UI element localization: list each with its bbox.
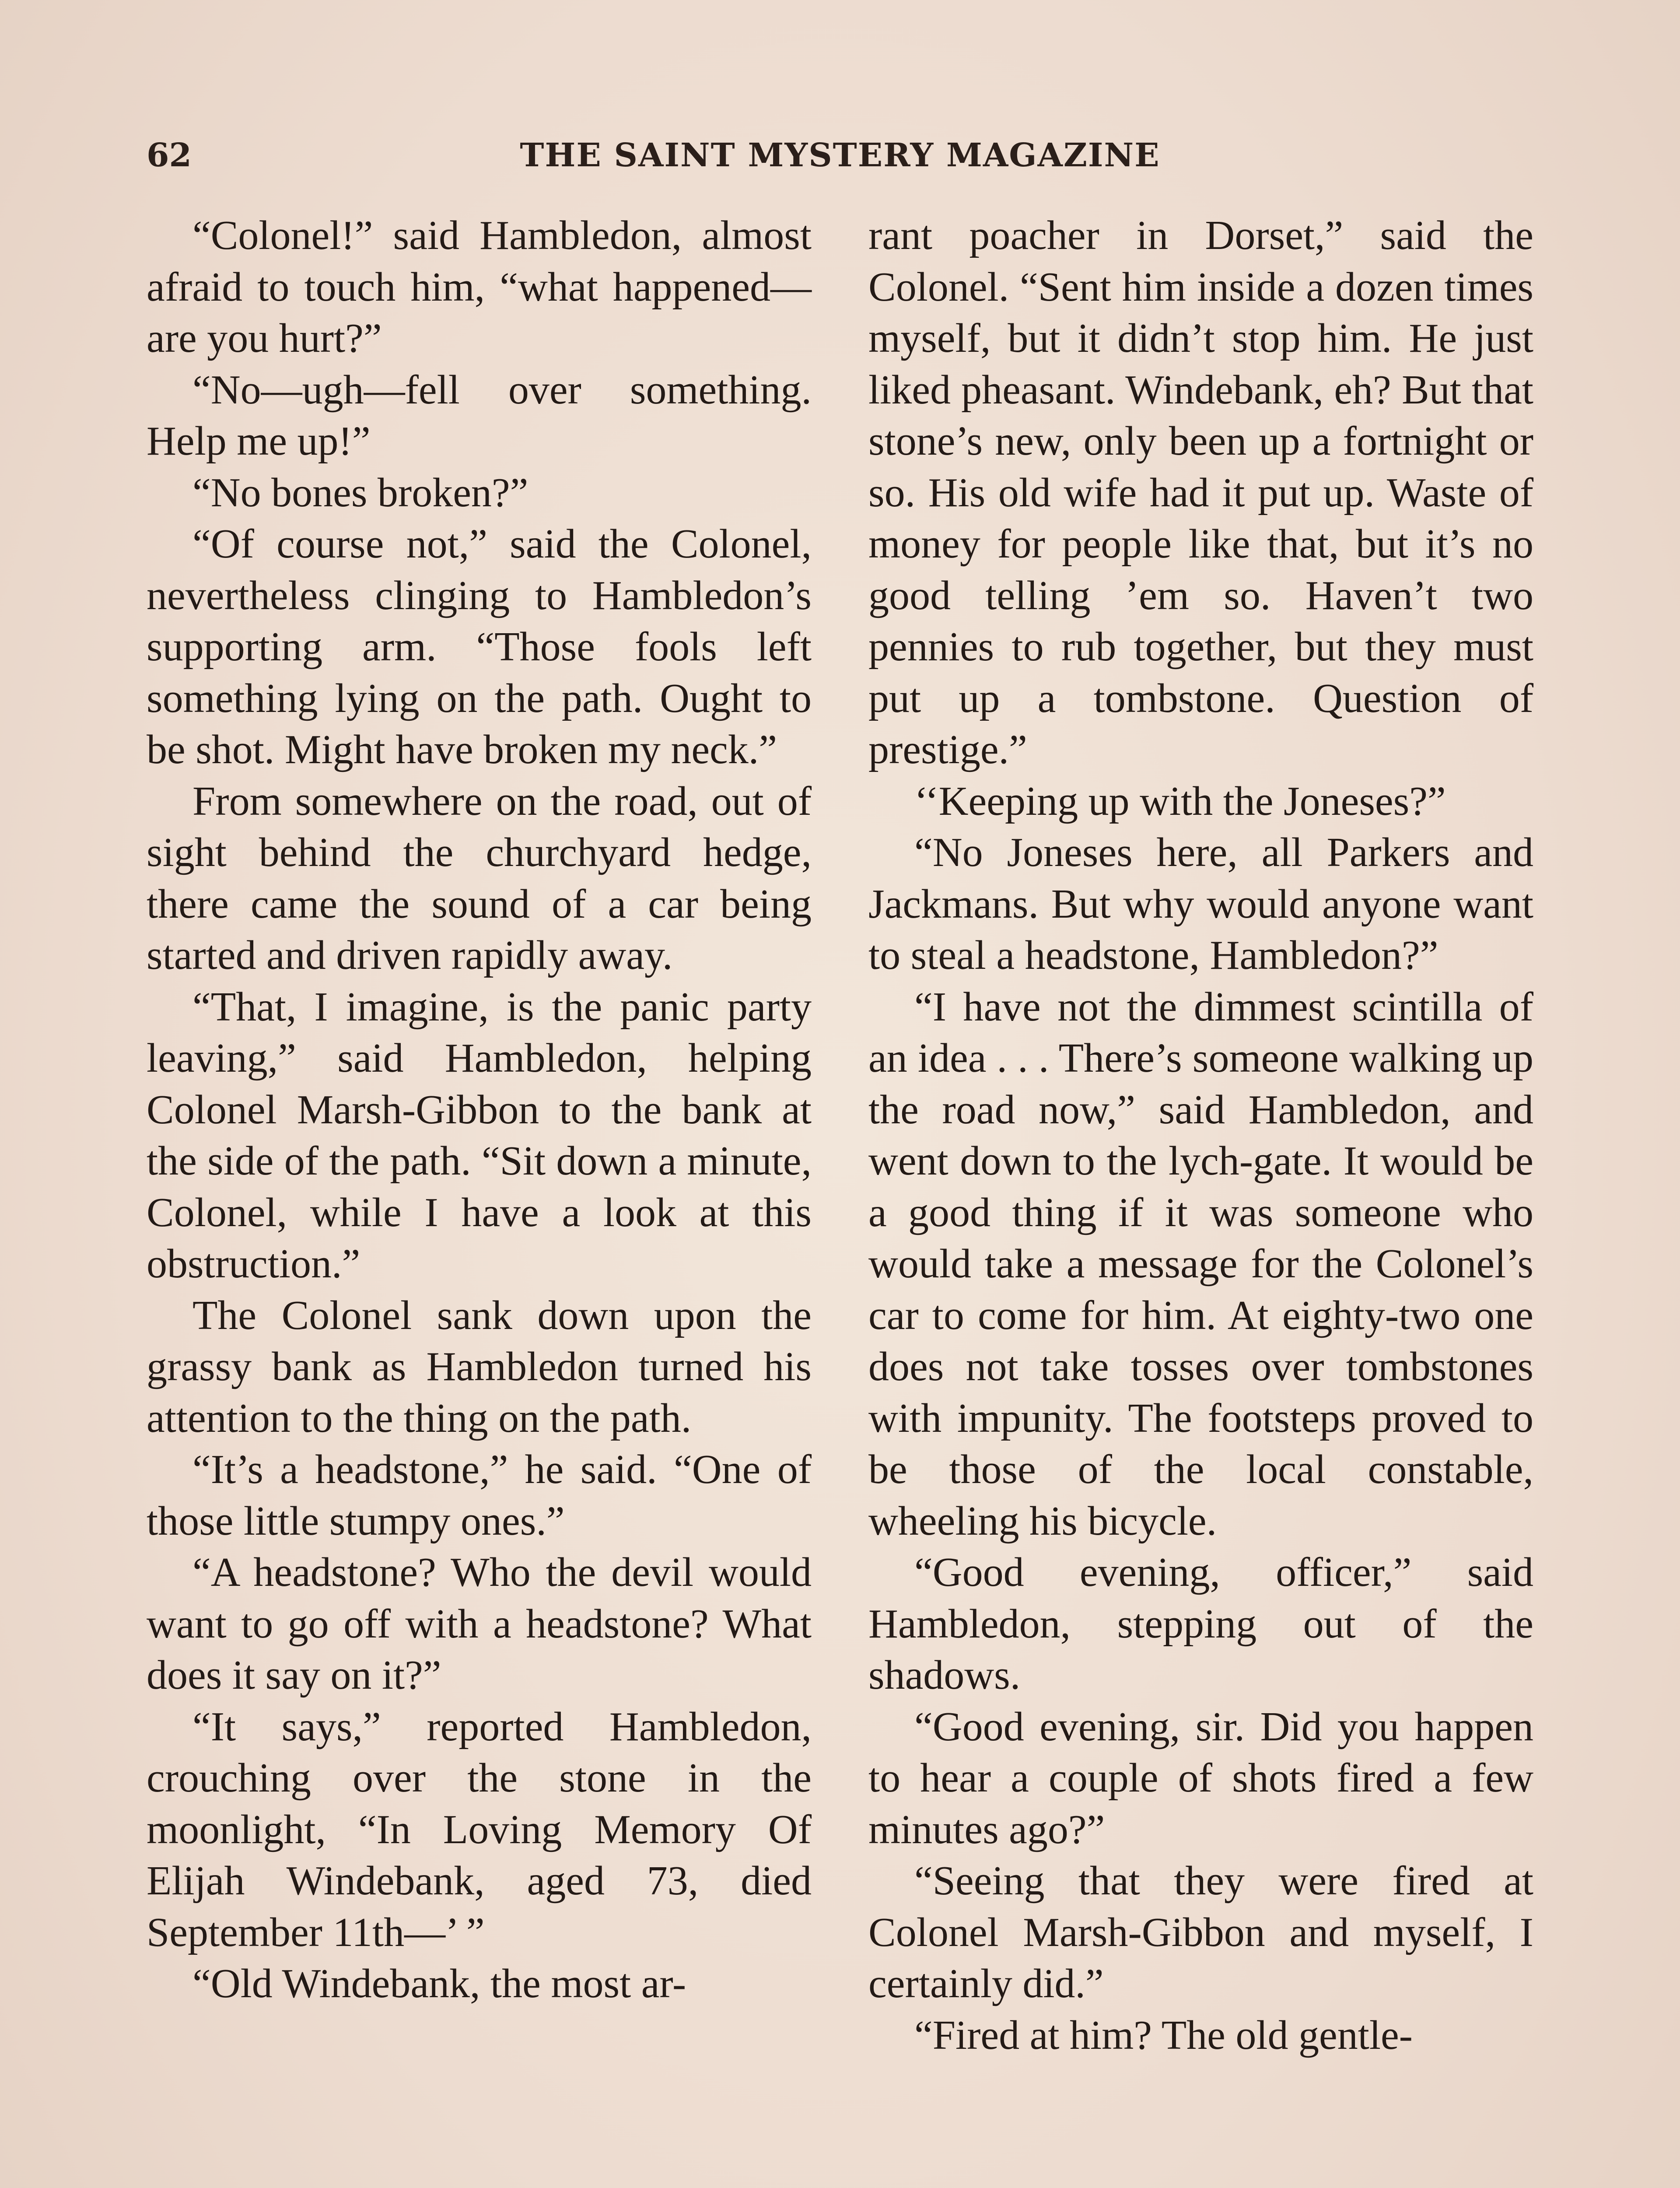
text-column-right	[868, 210, 1533, 2061]
paragraph: The Colonel sank down upon the grassy bank as Hambledon turned his attention to the thing on the path.	[147, 1292, 812, 1441]
paragraph: “Good evening, officer,” said Hambledon, stepping out of the shadows.	[868, 1550, 1533, 1698]
paragraph: “It’s a headstone,” he said. “One of those little stumpy ones.”	[147, 1447, 812, 1544]
paragraph: “No Joneses here, all Parkers and Jackmans. But why would anyone want to steal a headstone, Hambledon?”	[868, 830, 1533, 978]
paragraph: “Colonel!” said Hambledon, almost afraid to touch him, “what happened—are you hurt?”	[147, 213, 812, 361]
page-header	[147, 131, 1533, 179]
running-title: THE SAINT MYSTERY MAGAZINE	[520, 137, 1160, 174]
paragraph: “No bones broken?”	[192, 470, 528, 515]
paragraph: “Seeing that they were fired at Colonel Marsh-Gibbon and myself, I certainly did.”	[868, 1858, 1533, 2006]
page-number: 62	[147, 137, 192, 174]
paragraph: “I have not the dimmest scintilla of an idea . . . There’s someone walking up the road now,” said Hambledon, and went down to the lych-gate. It would be a good thing if it was someone who would take a message for the Colonel’s car to come for him. At eighty-two one does not take tosses over tombstones with impunity. The footsteps proved to be those of the local constable, wheeling his bicycle.	[868, 984, 1533, 1544]
paragraph: ‘‘Keeping up with the Joneses?”	[914, 778, 1446, 824]
paragraph-continuation: rant poacher in Dorset,” said the Colonel. “Sent him inside a dozen times myself, but it didn’t stop him. He just liked pheasant. Windebank, eh? But that stone’s new, only been up a fortnight or so. His old wife had it put up. Waste of money for people like that, but it’s no good telling ’em so. Haven’t two pennies to rub together, but they must put up a tombstone. Question of prestige.”	[868, 213, 1533, 772]
paragraph: “Fired at him? The old gentle-	[914, 2012, 1413, 2058]
text-column-left	[147, 210, 812, 2010]
paragraph: “That, I imagine, is the panic party leaving,” said Hambledon, helping Colonel Marsh-Gibbon to the bank at the side of the path. “Sit down a minute, Colonel, while I have a look at this obstruction.”	[147, 984, 812, 1287]
paragraph: “It says,” reported Hambledon, crouching over the stone in the moonlight, “In Loving Memory Of Elijah Windebank, aged 73, died September 11th—’ ”	[147, 1704, 812, 1955]
paragraph: “No—ugh—fell over something. Help me up!”	[147, 367, 812, 464]
paragraph: “A headstone? Who the devil would want to go off with a headstone? What does it say on it?”	[147, 1550, 812, 1698]
paragraph: “Good evening, sir. Did you happen to hear a couple of shots fired a few minutes ago?”	[868, 1704, 1533, 1852]
paragraph: From somewhere on the road, out of sight behind the churchyard hedge, there came the sound of a car being started and driven rapidly away.	[147, 778, 812, 978]
paragraph: “Of course not,” said the Colonel, nevertheless clinging to Hambledon’s supporting arm. “Those fools left something lying on the path. Ought to be shot. Might have broken my neck.”	[147, 521, 812, 772]
paragraph: “Old Windebank, the most ar-	[192, 1961, 686, 2006]
